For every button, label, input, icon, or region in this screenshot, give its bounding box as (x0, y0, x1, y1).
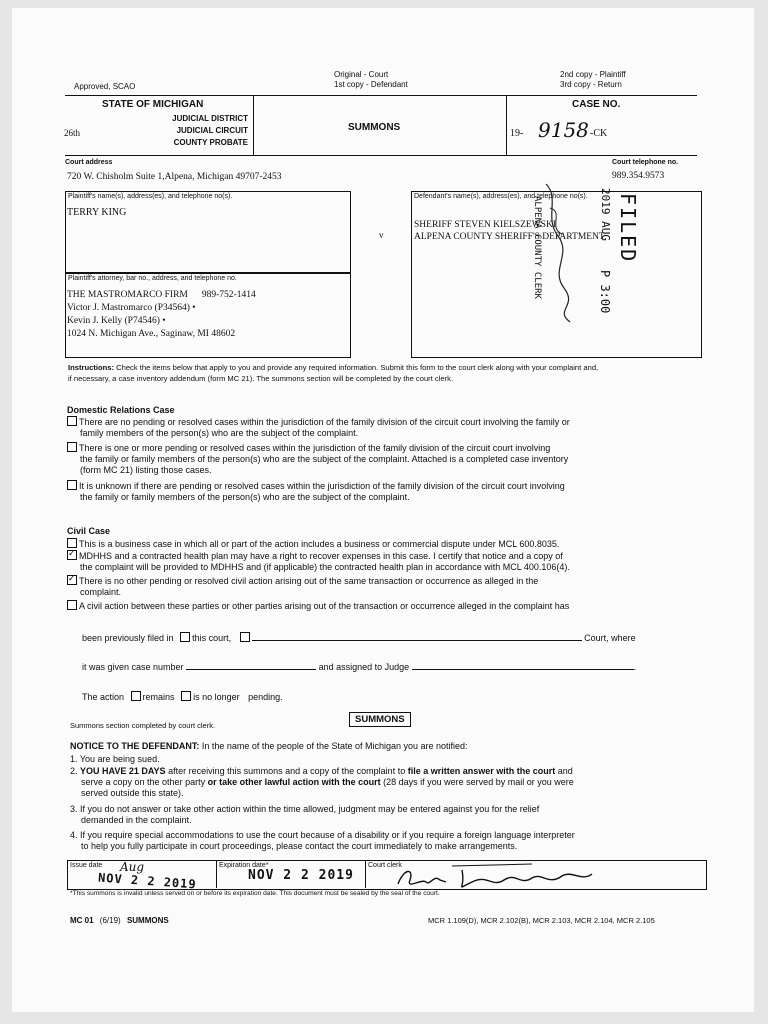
expiration-date-label: Expiration date* (219, 862, 269, 869)
attorney-name-2: Kevin J. Kelly (P74546) (67, 316, 160, 326)
domestic-item-2-line-3: (form MC 21) listing those cases. (80, 465, 212, 475)
case-number-handwritten: 9158 (538, 118, 589, 142)
domestic-checkbox-3[interactable] (67, 480, 77, 490)
notice-2-bold-action: or take other lawful action with the court (207, 777, 381, 787)
notice-2-and: and (557, 766, 573, 776)
business-case-checkbox[interactable] (67, 538, 77, 548)
first-copy-text: 1st copy - Defendant (334, 80, 408, 89)
defendant-name: SHERIFF STEVEN KIELSZEWSKI (414, 220, 556, 230)
court-where-text: Court, where (584, 633, 636, 643)
instructions-line-2: if necessary, a case inventory addendum (form MC 21). The summons section will be completed by the court clerk. (68, 374, 454, 383)
domestic-item-3-line-2: the family or family members of the person(s) who are the subject of the complaint. (80, 492, 410, 502)
state-of-michigan: STATE OF MICHIGAN (102, 99, 204, 110)
instructions (68, 362, 598, 384)
civil-item-1 (67, 538, 559, 550)
attorney-name-1: Victor J. Mastromarco (P34564) (67, 303, 190, 313)
instructions-lead: Instructions: (68, 363, 114, 372)
this-court-checkbox[interactable] (180, 632, 190, 642)
defendant-department: ALPENA COUNTY SHERIFF'S DEPARTMENT (414, 232, 605, 242)
attorney-info: THE MASTROMARCO FIRM 989-752-1414 Victor J. Mastromarco (P34564) • Kevin J. Kelly (P74546) • 1024 N. Michigan Ave., Saginaw, MI 48602 (67, 290, 256, 339)
domestic-checkbox-2[interactable] (67, 442, 77, 452)
case-no-label: CASE NO. (572, 99, 621, 110)
civil-item-3-line-2: complaint. (80, 587, 122, 597)
issue-date-stamp: NOV 2 2 2019 (97, 870, 198, 892)
defendant-label: Defendant's name(s), address(es), and telephone no(s). (414, 193, 588, 200)
county-probate-label: COUNTY PROBATE (173, 138, 248, 147)
notice-3-line-1: 3. If you do not answer or take other action within the time allowed, judgment may be entered against you for the relief (70, 804, 540, 814)
other-court-checkbox[interactable] (240, 632, 250, 642)
action-status-line (82, 691, 283, 703)
issue-date-label: Issue date (70, 862, 103, 869)
notice-3-line-2: demanded in the complaint. (81, 815, 192, 825)
notice-21-days: YOU HAVE 21 DAYS (80, 766, 166, 776)
instructions-line-1: Check the items below that apply to you and provide any required information. Submit this form to the court clerk along with your complaint and, (116, 363, 599, 372)
form-revision: (6/19) (99, 916, 121, 925)
plaintiff-label: Plaintiff's name(s), address(es), and telephone no(s). (68, 193, 233, 200)
court-phone: 989.354.9573 (612, 171, 665, 181)
attorney-label: Plaintiff's attorney, bar no., address, and telephone no. (68, 275, 237, 282)
plaintiff-name: TERRY KING (67, 207, 127, 218)
notice-item-4 (70, 830, 575, 852)
notice-2-number: 2. (70, 766, 78, 776)
form-title: SUMMONS (348, 122, 401, 133)
notice-2-days-mail: (28 days if you were served by mail or you were (383, 777, 574, 787)
prior-action-checkbox[interactable] (67, 600, 77, 610)
notice-4-line-2: to help you fully participate in court proceedings, please contact the court immediately to make arrangements. (81, 841, 518, 851)
domestic-item-1-line-1: There are no pending or resolved cases within the jurisdiction of the family division of the circuit court involving the family or (79, 417, 570, 427)
defendant-info (414, 219, 605, 243)
stamp-time-text: P 3:00 (598, 270, 612, 314)
judicial-district-label: JUDICIAL DISTRICT (172, 114, 248, 123)
line-period: . (633, 662, 637, 672)
issue-date-handwritten: Aug (120, 860, 145, 874)
notice-2-bold-answer: file a written answer with the court (407, 766, 556, 776)
domestic-item-2 (67, 442, 568, 476)
prior-case-line (82, 662, 636, 673)
civil-item-4-text: A civil action between these parties or other parties arising out of the transaction or occurrence alleged in the complaint has (79, 601, 570, 611)
case-suffix: -CK (590, 128, 608, 139)
form-name: SUMMONS (126, 916, 169, 925)
plaintiff-box (65, 191, 351, 274)
case-prefix: 19- (510, 128, 524, 139)
domestic-checkbox-1[interactable] (67, 416, 77, 426)
civil-item-3 (67, 575, 538, 598)
prior-filing-line (82, 632, 636, 644)
notice-2-outside-state: served outside this state). (81, 788, 184, 798)
mdhhs-checkbox[interactable] (67, 550, 77, 560)
attorney-firm: THE MASTROMARCO FIRM (67, 290, 188, 300)
notice-2-text-a: after receiving this summons and a copy of the complaint to (168, 766, 406, 776)
copy-distribution-right (560, 70, 626, 90)
attorney-address: 1024 N. Michigan Ave., Saginaw, MI 48602 (67, 329, 236, 339)
caption-top-rule (65, 95, 697, 96)
filed-stamp (616, 193, 640, 293)
footer-court-rules: MCR 1.109(D), MCR 2.102(B), MCR 2.103, MCR 2.104, MCR 2.105 (428, 916, 655, 925)
notice-item-2 (70, 766, 574, 799)
civil-item-2-line-1: MDHHS and a contracted health plan may have a right to recover expenses in this case. I certify that notice and a copy of (79, 551, 563, 561)
no-longer-checkbox[interactable] (181, 691, 191, 701)
domestic-item-3-line-1: It is unknown if there are pending or resolved cases within the jurisdiction of the family division of the circuit court involving (79, 481, 565, 491)
copy-distribution-left (334, 70, 408, 90)
given-case-text: it was given case number (82, 662, 184, 672)
caption-bottom-rule (65, 155, 697, 156)
attorney-phone: 989-752-1414 (201, 290, 256, 300)
court-address: 720 W. Chisholm Suite 1,Alpena, Michigan 49707-2453 (67, 172, 282, 182)
district-number: 26th (64, 128, 81, 138)
judge-name-field[interactable] (412, 669, 634, 670)
second-copy-text: 2nd copy - Plaintiff (560, 70, 626, 79)
pending-label: pending. (248, 692, 283, 702)
prior-case-number-field[interactable] (186, 669, 316, 670)
notice-2-serve: serve a copy on the other party (81, 777, 206, 787)
notice-lead: NOTICE TO THE DEFENDANT: (70, 741, 200, 751)
court-address-label: Court address (65, 159, 113, 166)
civil-item-3-line-1: There is no other pending or resolved civil action arising out of the same transaction or occurrence as alleged in the (79, 576, 539, 586)
civil-item-4 (67, 600, 569, 612)
civil-item-2 (67, 550, 570, 573)
approved-scao: Approved, SCAO (74, 82, 136, 91)
domestic-item-3 (67, 480, 565, 503)
notice-rest: In the name of the people of the State of Michigan you are notified: (201, 741, 468, 751)
notice-heading (70, 741, 468, 752)
civil-heading: Civil Case (67, 526, 111, 536)
no-longer-label: is no longer (193, 692, 240, 702)
versus-mark: v (379, 230, 384, 240)
original-court-text: Original - Court (334, 70, 389, 79)
civil-item-1-text: This is a business case in which all or part of the action includes a business or commercial dispute under MCL 600.8035. (79, 539, 560, 549)
filed-stamp-text: FILED (616, 193, 640, 264)
court-clerk-label: Court clerk (368, 862, 402, 869)
form-id: MC 01 (70, 916, 94, 925)
domestic-item-2-line-1: There is one or more pending or resolved cases within the jurisdiction of the family division of the circuit court involving (79, 443, 551, 453)
summons-completed-by: Summons section completed by court clerk. (70, 721, 216, 730)
issue-divider-1 (216, 860, 217, 888)
stamp-clerk-text: ALPENA COUNTY CLERK (532, 196, 542, 299)
caption-divider-2 (506, 95, 507, 155)
civil-item-2-line-2: the complaint will be provided to MDHHS and (if applicable) the contracted health plan in accordance with MCL 400.106(4). (80, 562, 570, 572)
stamp-date-text: 2019 AUG (599, 188, 612, 241)
footer-form-id (70, 916, 169, 925)
summons-form-page (12, 8, 754, 1012)
this-court-label: this court, (192, 633, 232, 643)
action-label: The action (82, 692, 125, 702)
domestic-item-1-line-2: family members of the person(s) who are the subject of the complaint. (80, 428, 359, 438)
notice-item-3 (70, 804, 539, 826)
notice-item-1: 1. You are being sued. (70, 754, 160, 764)
filed-prefix-text: been previously filed in (82, 633, 174, 643)
domestic-heading: Domestic Relations Case (67, 405, 175, 415)
other-court-field[interactable] (252, 640, 582, 641)
expiration-footnote: *This summons is invalid unless served on or before its expiration date. This document must be sealed by the seal of the court. (70, 890, 440, 897)
judicial-circuit-label: JUDICIAL CIRCUIT (176, 126, 248, 135)
court-phone-label: Court telephone no. (612, 159, 679, 166)
notice-4-line-1: 4. If you require special accommodations to use the court because of a disability or if you require a foreign language interpreter (70, 830, 575, 840)
issue-divider-2 (365, 860, 366, 888)
remains-checkbox[interactable] (131, 691, 141, 701)
domestic-item-1 (67, 416, 570, 439)
stamp-signature-scribble (540, 178, 576, 328)
court-type-list (162, 113, 248, 149)
expiration-date-stamp: NOV 2 2 2019 (248, 868, 354, 883)
caption-divider-1 (253, 95, 254, 155)
no-other-action-checkbox[interactable] (67, 575, 77, 585)
third-copy-text: 3rd copy - Return (560, 80, 622, 89)
remains-label: remains (142, 692, 175, 702)
assigned-judge-text: and assigned to Judge (318, 662, 410, 672)
summons-box-title: SUMMONS (349, 712, 411, 727)
domestic-item-2-line-2: the family or family members of the person(s) who are the subject of the complaint. Attached is a completed case inventory (80, 454, 569, 464)
